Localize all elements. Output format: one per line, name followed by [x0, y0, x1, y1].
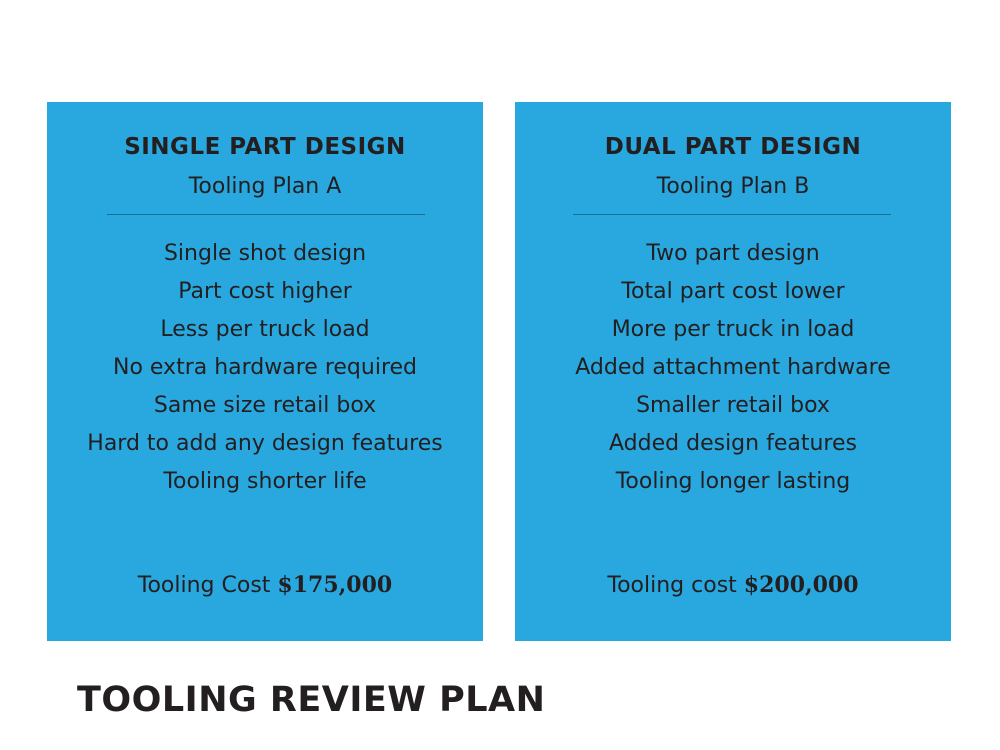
plan-b-subtitle: Tooling Plan B [656, 174, 810, 199]
plan-b-feature: Two part design [646, 241, 820, 266]
plan-b-feature: Added design features [609, 431, 857, 456]
plan-b-feature: More per truck in load [611, 317, 855, 342]
plan-a-feature: Single shot design [163, 241, 367, 266]
plan-a-cost-label: Tooling Cost [137, 573, 278, 598]
plan-b-divider [573, 214, 891, 215]
plan-a-feature: Hard to add any design features [87, 431, 443, 456]
plan-b-feature: Total part cost lower [621, 279, 845, 304]
plan-a-divider [107, 214, 425, 215]
plan-b-feature: Smaller retail box [636, 393, 830, 418]
plan-b-feature-list [515, 235, 951, 501]
plan-b-feature: Added attachment hardware [575, 355, 891, 380]
page-title: TOOLING REVIEW PLAN [77, 680, 546, 720]
plan-a-cost [47, 568, 483, 603]
plan-b-title: DUAL PART DESIGN [604, 134, 862, 160]
plan-a-feature: Same size retail box [153, 393, 377, 418]
plan-a-feature: Tooling shorter life [163, 469, 367, 494]
plan-a-subtitle: Tooling Plan A [188, 174, 342, 199]
plan-b-feature: Tooling longer lasting [615, 469, 851, 494]
plan-b-card [515, 102, 951, 641]
plan-b-cost-label: Tooling cost [607, 573, 744, 598]
plan-a-card [47, 102, 483, 641]
plan-b-cost [515, 568, 951, 603]
plan-a-feature: Part cost higher [178, 279, 352, 304]
plan-a-feature: No extra hardware required [112, 355, 417, 380]
plan-a-title: SINGLE PART DESIGN [124, 134, 406, 160]
plan-b-cost-value: $200,000 [743, 572, 859, 598]
plan-a-feature-list [47, 235, 483, 501]
plan-a-feature: Less per truck load [160, 317, 370, 342]
plan-a-cost-value: $175,000 [277, 572, 393, 598]
